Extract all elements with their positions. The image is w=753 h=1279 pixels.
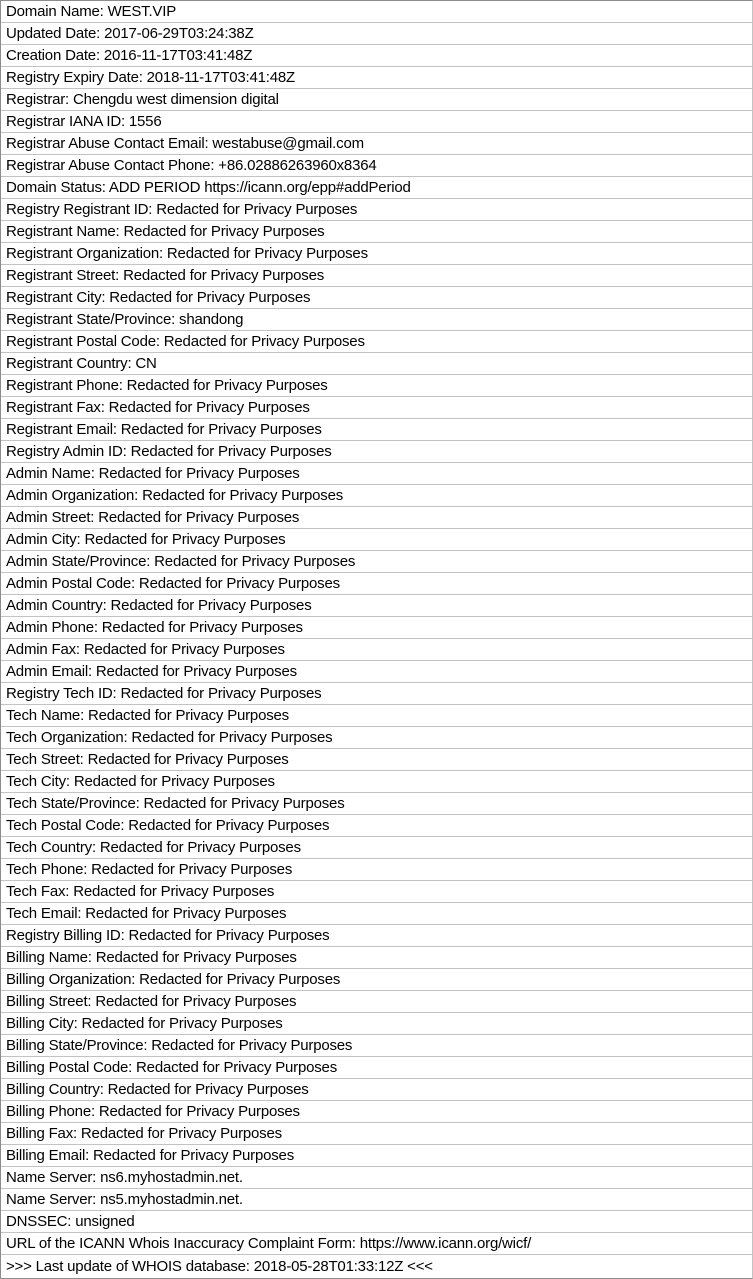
- row-text: Registrant State/Province: shandong: [6, 311, 244, 328]
- table-row: [1, 463, 752, 485]
- table-row: [1, 221, 752, 243]
- row-text: Billing Street: Redacted for Privacy Purposes: [6, 993, 297, 1010]
- row-text: Tech Organization: Redacted for Privacy Purposes: [6, 729, 333, 746]
- table-row: [1, 89, 752, 111]
- table-row: [1, 485, 752, 507]
- table-row: [1, 551, 752, 573]
- row-text: Admin State/Province: Redacted for Privacy Purposes: [6, 553, 356, 570]
- row-text: DNSSEC: unsigned: [6, 1213, 135, 1230]
- table-row: [1, 133, 752, 155]
- row-text: Admin Phone: Redacted for Privacy Purposes: [6, 619, 303, 636]
- table-row: [1, 1101, 752, 1123]
- table-row: [1, 155, 752, 177]
- table-row: [1, 309, 752, 331]
- table-row: [1, 353, 752, 375]
- row-text: Registrant Email: Redacted for Privacy Purposes: [6, 421, 322, 438]
- row-text: Tech Name: Redacted for Privacy Purposes: [6, 707, 289, 724]
- table-row: [1, 683, 752, 705]
- table-row: [1, 441, 752, 463]
- row-text: Registrant Postal Code: Redacted for Privacy Purposes: [6, 333, 365, 350]
- table-row: [1, 925, 752, 947]
- table-row: [1, 507, 752, 529]
- row-text: Tech State/Province: Redacted for Privacy Purposes: [6, 795, 345, 812]
- row-text: Registry Admin ID: Redacted for Privacy Purposes: [6, 443, 332, 460]
- row-text: Registrar IANA ID: 1556: [6, 113, 162, 130]
- table-row: [1, 639, 752, 661]
- row-text: Billing Fax: Redacted for Privacy Purposes: [6, 1125, 282, 1142]
- table-row: [1, 111, 752, 133]
- row-text: Admin Name: Redacted for Privacy Purposes: [6, 465, 300, 482]
- table-row: [1, 331, 752, 353]
- row-text: Registry Registrant ID: Redacted for Privacy Purposes: [6, 201, 358, 218]
- table-row: [1, 749, 752, 771]
- row-text: Tech Email: Redacted for Privacy Purposes: [6, 905, 287, 922]
- row-text: URL of the ICANN Whois Inaccuracy Complaint Form: https://www.icann.org/wicf/: [6, 1235, 532, 1252]
- table-row: [1, 177, 752, 199]
- table-row: [1, 67, 752, 89]
- table-row: [1, 1189, 752, 1211]
- row-text: Billing Phone: Redacted for Privacy Purposes: [6, 1103, 300, 1120]
- row-text: Registrant Fax: Redacted for Privacy Purposes: [6, 399, 310, 416]
- row-text: Tech Street: Redacted for Privacy Purposes: [6, 751, 289, 768]
- row-text: Domain Name: WEST.VIP: [6, 3, 177, 20]
- table-row: [1, 705, 752, 727]
- row-text: Admin Email: Redacted for Privacy Purposes: [6, 663, 297, 680]
- table-row: [1, 947, 752, 969]
- table-row: [1, 793, 752, 815]
- table-row: [1, 1145, 752, 1167]
- row-text: Tech Phone: Redacted for Privacy Purposes: [6, 861, 293, 878]
- row-text: Billing State/Province: Redacted for Privacy Purposes: [6, 1037, 353, 1054]
- table-row: [1, 243, 752, 265]
- table-row: [1, 595, 752, 617]
- row-text: Updated Date: 2017-06-29T03:24:38Z: [6, 25, 254, 42]
- table-row: [1, 375, 752, 397]
- row-text: Billing Postal Code: Redacted for Privacy Purposes: [6, 1059, 338, 1076]
- table-row: [1, 529, 752, 551]
- row-text: Billing Email: Redacted for Privacy Purposes: [6, 1147, 294, 1164]
- row-text: >>> Last update of WHOIS database: 2018-05-28T01:33:12Z <<<: [6, 1257, 433, 1275]
- row-text: Registrant Name: Redacted for Privacy Purposes: [6, 223, 325, 240]
- table-row: [1, 837, 752, 859]
- row-text: Registrar Abuse Contact Email: westabuse@gmail.com: [6, 135, 364, 152]
- table-row: [1, 1233, 752, 1255]
- table-row: [1, 881, 752, 903]
- row-text: Tech Postal Code: Redacted for Privacy Purposes: [6, 817, 330, 834]
- row-text: Tech City: Redacted for Privacy Purposes: [6, 773, 275, 790]
- table-row: [1, 573, 752, 595]
- table-row: [1, 1211, 752, 1233]
- row-text: Admin City: Redacted for Privacy Purposes: [6, 531, 286, 548]
- table-row: [1, 1123, 752, 1145]
- table-row: [1, 265, 752, 287]
- table-row: [1, 287, 752, 309]
- row-text: Admin Organization: Redacted for Privacy Purposes: [6, 487, 344, 504]
- row-text: Domain Status: ADD PERIOD https://icann.org/epp#addPeriod: [6, 179, 411, 196]
- row-text: Admin Fax: Redacted for Privacy Purposes: [6, 641, 285, 658]
- row-text: Billing City: Redacted for Privacy Purposes: [6, 1015, 283, 1032]
- row-text: Registrant City: Redacted for Privacy Purposes: [6, 289, 311, 306]
- row-text: Registrant Phone: Redacted for Privacy Purposes: [6, 377, 328, 394]
- row-text: Billing Organization: Redacted for Privacy Purposes: [6, 971, 341, 988]
- row-text: Admin Postal Code: Redacted for Privacy Purposes: [6, 575, 340, 592]
- row-text: Tech Fax: Redacted for Privacy Purposes: [6, 883, 275, 900]
- row-text: Registrant Organization: Redacted for Privacy Purposes: [6, 245, 368, 262]
- row-text: Registrant Street: Redacted for Privacy Purposes: [6, 267, 325, 284]
- row-text: Billing Country: Redacted for Privacy Purposes: [6, 1081, 309, 1098]
- table-row: [1, 1035, 752, 1057]
- table-row: [1, 45, 752, 67]
- table-row: [1, 199, 752, 221]
- table-row: [1, 815, 752, 837]
- table-row: [1, 969, 752, 991]
- table-row: [1, 727, 752, 749]
- row-text: Name Server: ns5.myhostadmin.net.: [6, 1191, 243, 1208]
- row-text: Registry Tech ID: Redacted for Privacy Purposes: [6, 685, 322, 702]
- table-row: [1, 1013, 752, 1035]
- row-text: Registry Billing ID: Redacted for Privacy Purposes: [6, 927, 330, 944]
- table-row: [1, 859, 752, 881]
- table-row: [1, 23, 752, 45]
- row-text: Name Server: ns6.myhostadmin.net.: [6, 1169, 243, 1186]
- row-text: Admin Country: Redacted for Privacy Purposes: [6, 597, 312, 614]
- row-text: Registrar: Chengdu west dimension digital: [6, 91, 279, 108]
- table-row: [1, 903, 752, 925]
- table-row: [1, 991, 752, 1013]
- table-row: [1, 1079, 752, 1101]
- row-text: Creation Date: 2016-11-17T03:41:48Z: [6, 47, 253, 64]
- row-text: Registry Expiry Date: 2018-11-17T03:41:48Z: [6, 69, 295, 86]
- row-text: Tech Country: Redacted for Privacy Purposes: [6, 839, 301, 856]
- table-row: [1, 617, 752, 639]
- table-row: [1, 1255, 752, 1277]
- row-text: Admin Street: Redacted for Privacy Purposes: [6, 509, 300, 526]
- row-text: Registrant Country: CN: [6, 355, 157, 372]
- table-row: [1, 771, 752, 793]
- table-row: [1, 419, 752, 441]
- table-row: [1, 661, 752, 683]
- row-text: Registrar Abuse Contact Phone: +86.02886263960x8364: [6, 157, 377, 174]
- row-text: Billing Name: Redacted for Privacy Purposes: [6, 949, 297, 966]
- table-row: [1, 397, 752, 419]
- table-row: [1, 1167, 752, 1189]
- table-row: [1, 1, 752, 23]
- table-row: [1, 1057, 752, 1079]
